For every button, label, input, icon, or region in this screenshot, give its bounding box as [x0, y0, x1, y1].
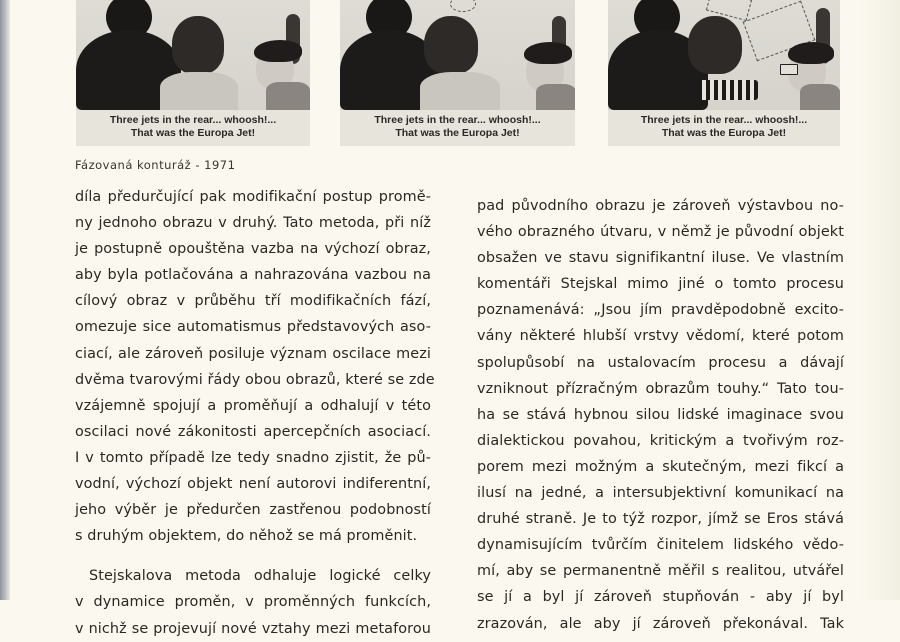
text-line: vány některé hlubší vrstvy vědomí, které potom	[477, 328, 844, 345]
text-line: komentáři Stejskal mimo jiné o tomto procesu	[477, 276, 844, 293]
text-line: ha se stává hybnou silou lidské imaginace svou	[477, 406, 844, 423]
text-column-left	[75, 184, 435, 642]
text-line: v nichž se projevují nové vztahy mezi metaforou	[75, 620, 431, 637]
caption-line-1: Three jets in the rear... whoosh!...	[109, 114, 277, 126]
woman-head	[172, 16, 224, 74]
text-line: porem mezi možným a skutečným, mezi fikcí a	[477, 458, 844, 475]
boy-body	[266, 82, 310, 110]
piano-keys-doodle	[698, 80, 758, 100]
boy-hair	[524, 42, 572, 64]
text-line: ilusí na jedné, a intersubjektivní komunikací na	[477, 485, 844, 502]
text-line: druhé straně. Je to týž rozpor, jímž se Eros stává	[477, 511, 844, 528]
boy-body	[536, 84, 575, 110]
text-line: obsažen ve stavu signifikantní iluse. Ve vlastním	[477, 250, 844, 267]
text-line: mí, aby se permanentně měřil s realitou, utvářel	[477, 563, 844, 580]
page-edge-shadow	[860, 0, 900, 600]
boy-hair	[254, 40, 302, 62]
text-line: je postupně opouštěna vazba na výchozí obraz,	[75, 241, 431, 258]
paragraph	[75, 184, 435, 549]
doodle-lines	[450, 0, 476, 12]
photo-scene	[608, 0, 840, 110]
caption-line-2: That was the Europa Jet!	[130, 127, 256, 139]
text-line: jeho výběr je předurčen zastřenou podobností	[75, 502, 431, 519]
woman-body	[160, 72, 238, 110]
woman-head	[688, 16, 742, 74]
glasses-doodle	[780, 64, 798, 75]
text-line: s druhým objektem, do něhož se má proměnit.	[75, 528, 418, 545]
text-line: pad původního obrazu je zároveň výstavbou no-	[477, 198, 844, 214]
text-line: poznamenává: „Jsou jím pravděpodobně excito-	[477, 302, 844, 319]
caption-line-2: That was the Europa Jet!	[661, 127, 787, 139]
text-line: dvěma tvarovými řády obou obrazů, které se zde	[75, 371, 435, 388]
photo-caption	[76, 110, 310, 146]
text-line: Stejskalova metoda odhaluje logické celky	[89, 568, 431, 585]
caption-line-1: Three jets in the rear... whoosh!...	[374, 114, 541, 126]
photo-caption	[608, 110, 840, 146]
photo-scene	[340, 0, 575, 110]
page-binding-shadow	[0, 0, 10, 600]
photo-phase-1	[76, 0, 310, 146]
boy-hair	[788, 42, 834, 64]
paragraph	[477, 193, 844, 637]
text-line: vého obrazného útvaru, v němž je původní objekt	[477, 224, 844, 241]
text-line: I v tomto případě lze tedy snadno zjistit, že pů-	[75, 449, 431, 466]
text-line: spolupůsobí na ustalovacím procesu a dávají	[477, 354, 844, 371]
paragraph	[75, 563, 431, 641]
photo-phase-2	[340, 0, 575, 146]
text-line: aby byla potlačována a nahrazována vazbou na	[75, 267, 431, 284]
text-line: v dynamice proměn, v proměnných funkcích,	[75, 594, 431, 611]
text-line: vzniknout přízračným obrazům touhy.“ Tato tou-	[477, 380, 844, 397]
photo-phase-3	[608, 0, 840, 146]
text-line: ny jednoho obrazu v druhý. Tato metoda, při níž	[75, 215, 431, 232]
text-line: vzájemně spojují a proměňují a odhalují v této	[75, 397, 431, 414]
text-line: dynamisujícím tvůrčím činitelem lidského vědo-	[477, 537, 844, 554]
photo-scene	[76, 0, 310, 110]
text-line: vodní, výchozí objekt není autorovi indiferentní,	[75, 476, 431, 493]
text-line: zrazován, ale aby jí zároveň překonával. Tak	[477, 615, 844, 632]
caption-line-1: Three jets in the rear... whoosh!...	[640, 114, 808, 126]
text-column-right	[477, 193, 844, 637]
photo-caption	[340, 110, 575, 146]
text-line: se jí a byl jí zároveň stupňován - aby jí byl	[477, 589, 844, 606]
text-line: díla předurčující pak modifikační postup promě-	[75, 189, 431, 205]
boy-body	[800, 84, 840, 110]
text-line: ciací, ale zároveň posiluje význam oscilace mezi	[75, 345, 431, 362]
paragraph-gap	[75, 549, 431, 563]
text-line: dialektickou povahou, kritickým a tvořivým roz-	[477, 432, 844, 449]
text-line: cílový obraz v průběhu tří modifikačních fází,	[75, 293, 431, 310]
text-line: oscilaci nové zákonitosti apercepčních asociací.	[75, 423, 431, 440]
woman-head	[424, 16, 478, 74]
caption-line-2: That was the Europa Jet!	[395, 127, 520, 139]
text-line: omezuje sice automatismus představových aso-	[75, 319, 431, 336]
woman-body	[420, 72, 500, 110]
figure-caption: Fázovaná konturáž - 1971	[75, 158, 236, 172]
